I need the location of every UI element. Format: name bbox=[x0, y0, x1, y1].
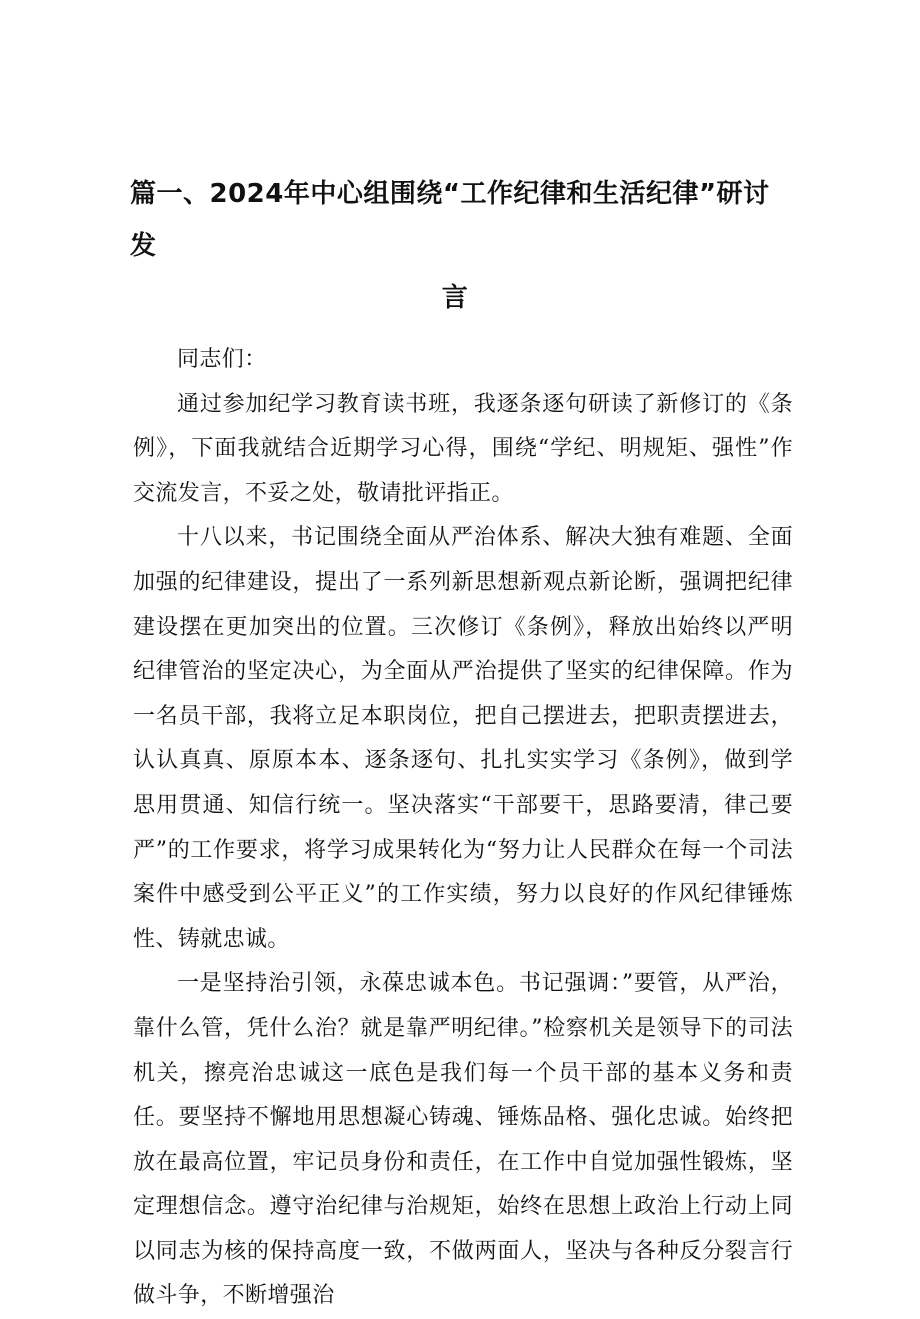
document-title bbox=[130, 168, 790, 324]
paragraph-1: 通过参加纪学习教育读书班，我逐条逐句研读了新修订的《条例》，下面我就结合近期学习心得，围绕“学纪、明规矩、强性”作交流发言，不妥之处，敬请批评指正。 bbox=[133, 391, 793, 506]
salutation: 同志们： bbox=[177, 347, 267, 372]
document-body bbox=[133, 338, 793, 1319]
title-line-1: 篇一、2024年中心组围绕“工作纪律和生活纪律”研讨发 bbox=[130, 179, 770, 261]
title-line-2: 言 bbox=[441, 283, 469, 313]
paragraph-3: 一是坚持治引领，永葆忠诚本色。书记强调：”要管，从严治，靠什么管，凭什么治？就是靠严明纪律。”检察机关是领导下的司法机关，擦亮治忠诚这一底色是我们每一个员干部的基本义务和责任。要坚持不懈地用思想凝心铸魂、锤炼品格、强化忠诚。始终把放在最高位置，牢记员身份和责任，在工作中自觉加强性锻炼，坚定理想信念。遵守治纪律与治规矩，始终在思想上政治上行动上同以同志为核的保持高度一致，不做两面人，坚决与各种反分裂言行做斗争，不断增强治 bbox=[133, 971, 793, 1309]
paragraph-2: 十八以来，书记围绕全面从严治体系、解决大独有难题、全面加强的纪律建设，提出了一系列新思想新观点新论断，强调把纪律建设摆在更加突出的位置。三次修订《条例》，释放出始终以严明纪律管治的坚定决心，为全面从严治提供了坚实的纪律保障。作为一名员干部，我将立足本职岗位，把自己摆进去，把职责摆进去，认认真真、原原本本、逐条逐句、扎扎实实学习《条例》，做到学思用贯通、知信行统一。坚决落实“干部要干，思路要清，律己要严”的工作要求，将学习成果转化为“努力让人民群众在每一个司法案件中感受到公平正义”的工作实绩，努力以良好的作风纪律锤炼性、铸就忠诚。 bbox=[133, 525, 793, 952]
